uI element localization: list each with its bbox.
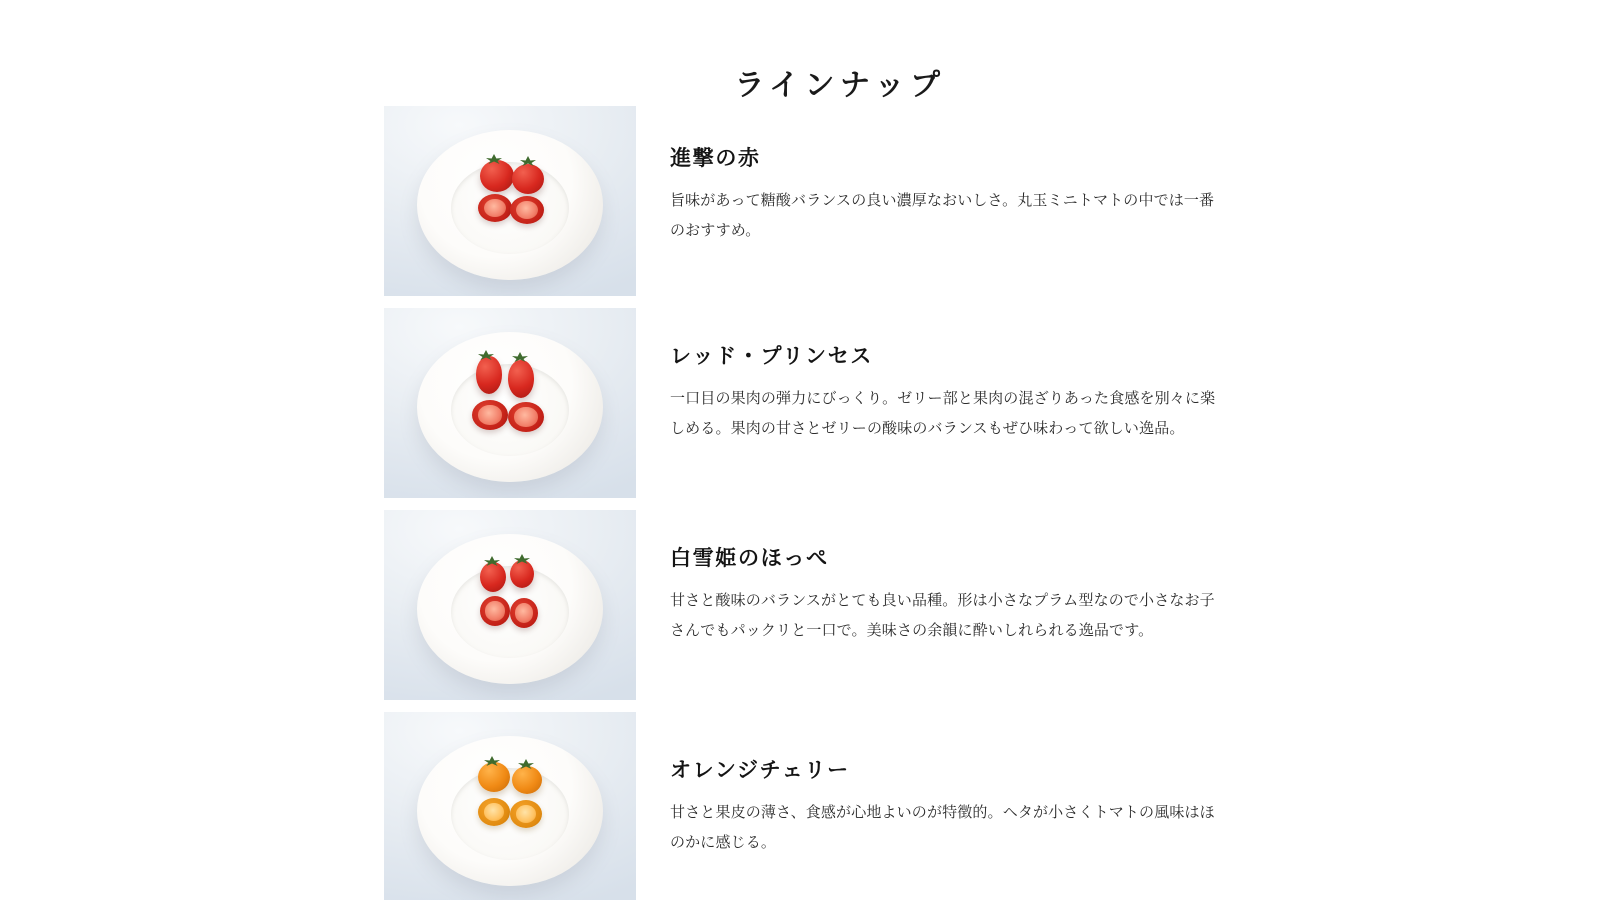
tomato-whole	[512, 164, 544, 194]
product-body	[636, 106, 1224, 246]
page-title: ラインナップ	[734, 69, 946, 103]
tomato-whole	[478, 762, 510, 792]
product-image-orange-cherry[interactable]	[384, 712, 636, 900]
product-body	[636, 308, 1224, 444]
tomato-whole	[480, 562, 506, 592]
list-item[interactable]	[384, 106, 1224, 296]
tomato-half	[510, 196, 544, 224]
tomato-half	[510, 598, 538, 628]
tomato-half	[472, 400, 508, 430]
list-item[interactable]	[384, 712, 1224, 900]
product-image-red-princess[interactable]	[384, 308, 636, 498]
list-item[interactable]	[384, 510, 1224, 700]
product-description: 甘さと果皮の薄さ、食感が心地よいのが特徴的。ヘタが小さくトマトの風味はほのかに感じる。	[670, 804, 1215, 851]
product-description: 旨味があって糖酸バランスの良い濃厚なおいしさ。丸玉ミニトマトの中では一番のおすすめ。	[670, 192, 1215, 239]
product-name: オレンジチェリー	[670, 758, 850, 782]
product-image-shirayukihime-no-hoppe[interactable]	[384, 510, 636, 700]
tomato-half	[508, 402, 544, 432]
tomato-half	[480, 596, 510, 626]
product-image-shingeki-no-aka[interactable]	[384, 106, 636, 296]
tomato-whole	[510, 560, 534, 588]
product-description: 甘さと酸味のバランスがとても良い品種。形は小さなプラム型なので小さなお子さんでもパックリと一口で。美味さの余韻に酔いしれられる逸品です。	[670, 592, 1215, 639]
tomato-whole	[508, 360, 534, 398]
list-item[interactable]	[384, 308, 1224, 498]
tomato-whole	[480, 160, 514, 192]
tomato-whole	[476, 356, 502, 394]
product-name: 白雪姫のほっぺ	[670, 546, 829, 570]
tomato-half	[478, 194, 512, 222]
product-name: 進撃の赤	[670, 146, 761, 170]
plate-shape	[417, 332, 603, 482]
tomato-half	[510, 800, 542, 828]
product-name: レッド・プリンセス	[670, 344, 874, 368]
lineup-list	[384, 106, 1224, 900]
product-body	[636, 712, 1224, 858]
tomato-whole	[512, 766, 542, 794]
product-description: 一口目の果肉の弾力にびっくり。ゼリー部と果肉の混ざりあった食感を別々に楽しめる。果肉の甘さとゼリーの酸味のバランスもぜひ味わって欲しい逸品。	[670, 390, 1216, 437]
product-body	[636, 510, 1224, 646]
tomato-half	[478, 798, 510, 826]
